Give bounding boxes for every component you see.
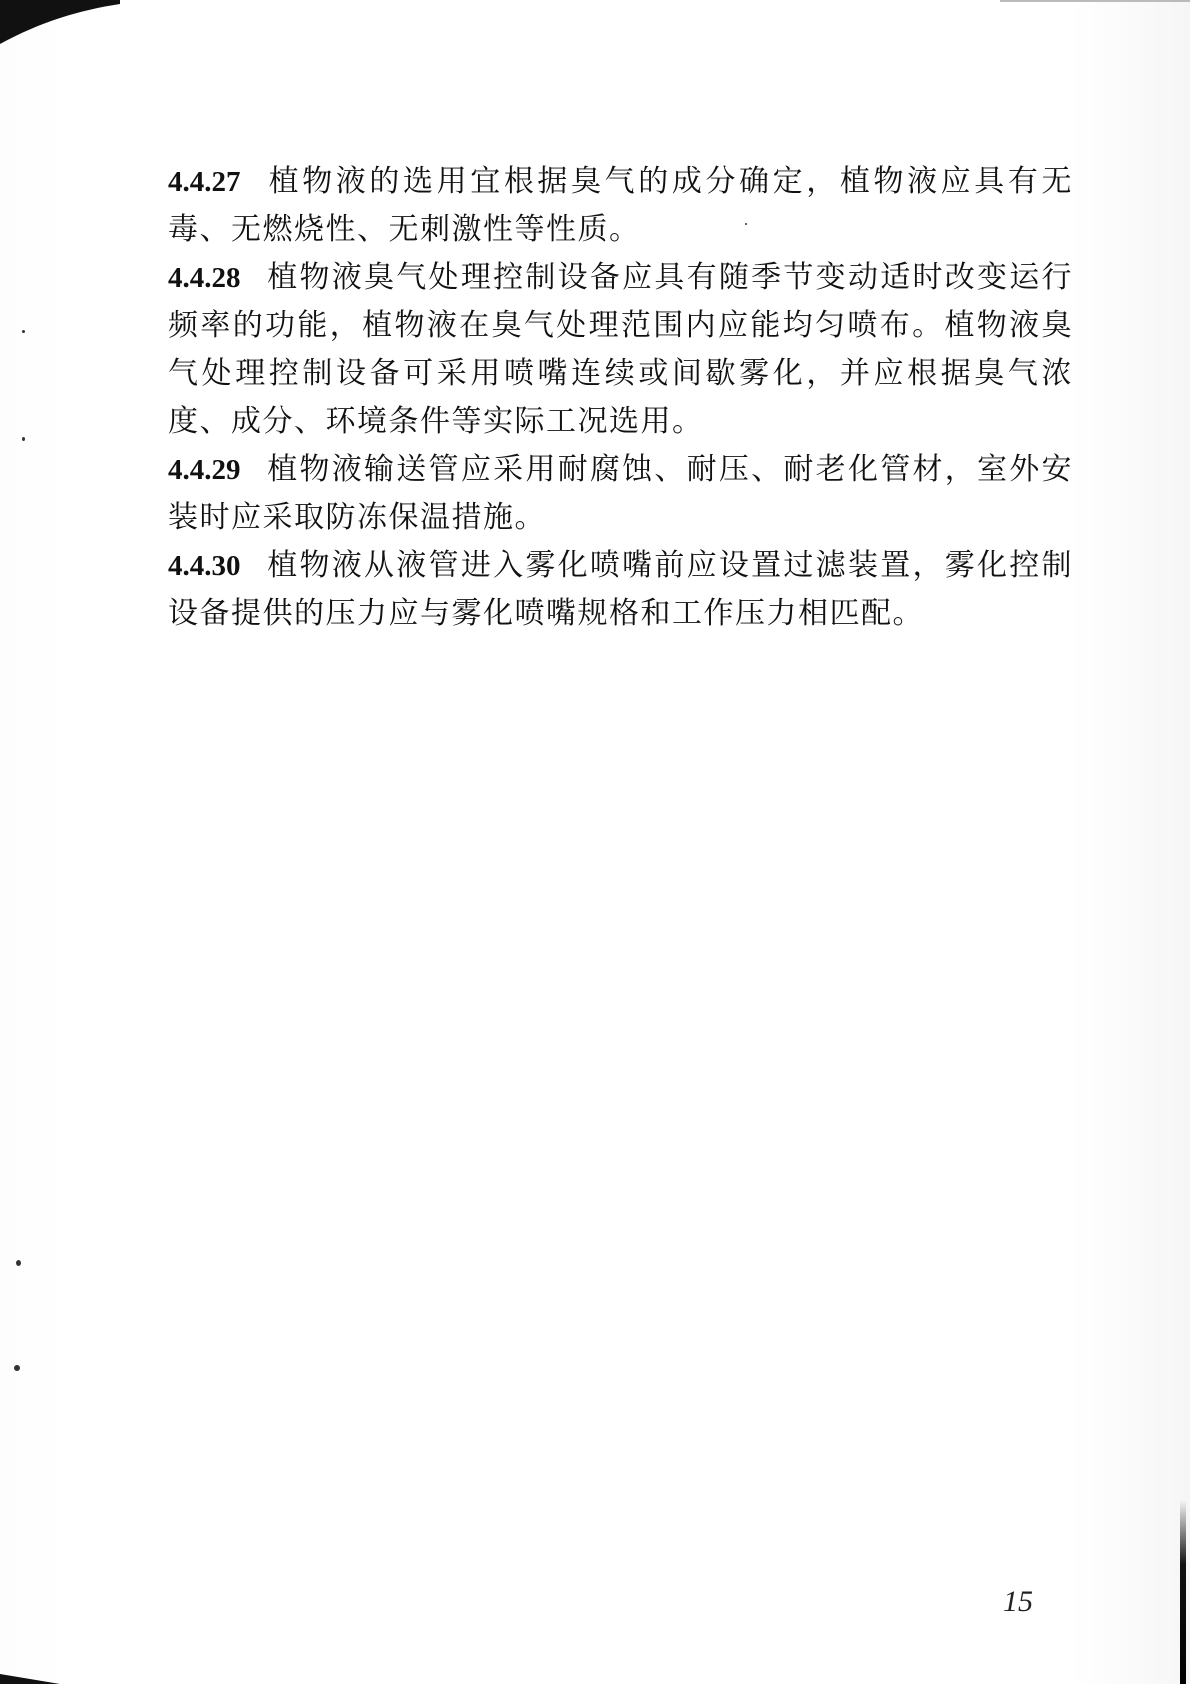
clause-text: 植物液臭气处理控制设备应具有随季节变动适时改变运行频率的功能，植物液在臭气处理范围内应能均匀喷布。植物液臭气处理控制设备可采用喷嘴连续或间歇雾化，并应根据臭气浓度、成分、环境条件等实际工况选用。 — [168, 260, 1073, 439]
clause-number: 4.4.28 — [168, 262, 241, 294]
scan-right-edge-shadow — [1180, 1500, 1186, 1684]
scan-speck — [16, 1260, 21, 1266]
clause-text: 植物液输送管应采用耐腐蚀、耐压、耐老化管材，室外安装时应采取防冻保温措施。 — [168, 452, 1073, 535]
clause-number: 4.4.30 — [168, 550, 241, 582]
clause-4-4-29 — [168, 446, 1073, 542]
page-number: 15 — [1003, 1585, 1033, 1618]
scan-speck — [22, 437, 25, 441]
clause-4-4-27 — [168, 158, 1073, 254]
scan-speck — [22, 330, 25, 333]
clause-4-4-28 — [168, 254, 1073, 446]
clause-text: 植物液的选用宜根据臭气的成分确定，植物液应具有无毒、无燃烧性、无刺激性等性质。 — [168, 164, 1073, 247]
clause-list — [168, 158, 1073, 638]
scan-speck — [14, 1365, 20, 1371]
clause-number: 4.4.27 — [168, 166, 241, 198]
scan-edge-line — [1000, 0, 1190, 2]
scan-corner-shadow — [0, 0, 120, 46]
clause-4-4-30 — [168, 542, 1073, 638]
scan-bottom-left-shadow — [0, 1670, 60, 1684]
clause-number: 4.4.29 — [168, 454, 241, 486]
clause-text: 植物液从液管进入雾化喷嘴前应设置过滤装置，雾化控制设备提供的压力应与雾化喷嘴规格和工作压力相匹配。 — [168, 548, 1073, 631]
